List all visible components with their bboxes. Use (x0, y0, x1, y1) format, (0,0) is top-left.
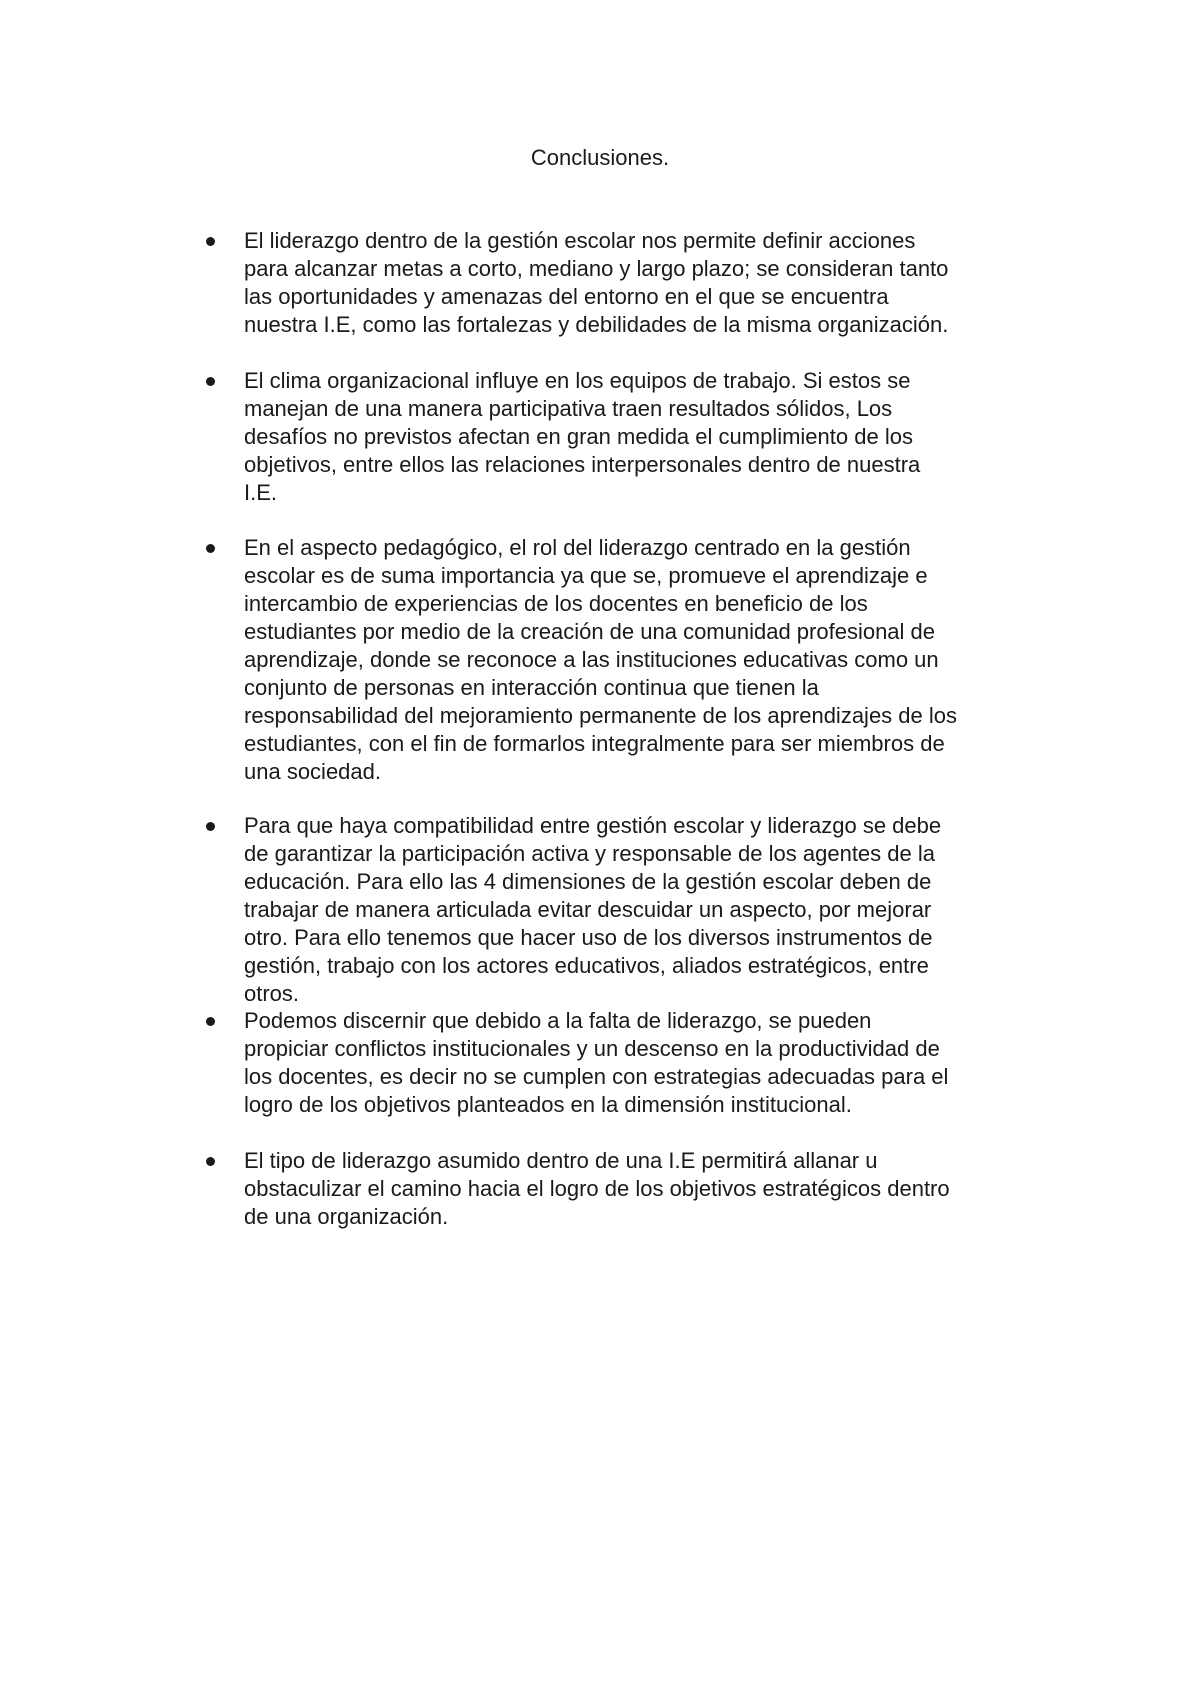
list-item-text: El tipo de liderazgo asumido dentro de una I.E permitirá allanar u obstaculizar el camino hacia el logro de los objetivos estratégicos dentro de una organización. (244, 1148, 950, 1229)
bullet-icon (206, 544, 215, 553)
bullet-icon (206, 1017, 215, 1026)
list-item-text: El clima organizacional influye en los equipos de trabajo. Si estos se manejan de una manera participativa traen resultados sólidos, Los desafíos no previstos afectan en gran medida el cumplimiento de los objetivos, entre ellos las relaciones interpersonales dentro de nuestra I.E. (244, 368, 921, 505)
list-item-text: Podemos discernir que debido a la falta de liderazgo, se pueden propiciar conflictos institucionales y un descenso en la productividad de los docentes, es decir no se cumplen con estrategias adecuadas para el logro de los objetivos planteados en la dimensión institucional. (244, 1008, 949, 1117)
bullet-icon (206, 377, 215, 386)
list-item-text: Para que haya compatibilidad entre gestión escolar y liderazgo se debe de garantizar la participación activa y responsable de los agentes de la educación. Para ello las 4 dimensiones de la gestión escolar deben de trabajar de manera articulada evitar descuidar un aspecto, por mejorar otro. Para ello tenemos que hacer uso de los diversos instrumentos de gestión, trabajo con los actores educativos, aliados estratégicos, entre otros. (244, 813, 942, 1006)
page-title: Conclusiones. (530, 145, 670, 170)
bullet-icon (206, 822, 215, 831)
bullet-icon (206, 237, 215, 246)
list-item-text: En el aspecto pedagógico, el rol del liderazgo centrado en la gestión escolar es de suma importancia ya que se, promueve el aprendizaje e intercambio de experiencias de los docentes en beneficio de los estudiantes por medio de la creación de una comunidad profesional de aprendizaje, donde se reconoce a las instituciones educativas como un conjunto de personas en interacción continua que tienen la responsabilidad del mejoramiento permanente de los aprendizajes de los estudiantes, con el fin de formarlos integralmente para ser miembros de una sociedad. (244, 535, 957, 784)
bullet-icon (206, 1157, 215, 1166)
list-item-text: El liderazgo dentro de la gestión escolar nos permite definir acciones para alcanzar metas a corto, mediano y largo plazo; se consideran tanto las oportunidades y amenazas del entorno en el que se encuentra nuestra I.E, como las fortalezas y debilidades de la misma organización. (244, 228, 949, 337)
